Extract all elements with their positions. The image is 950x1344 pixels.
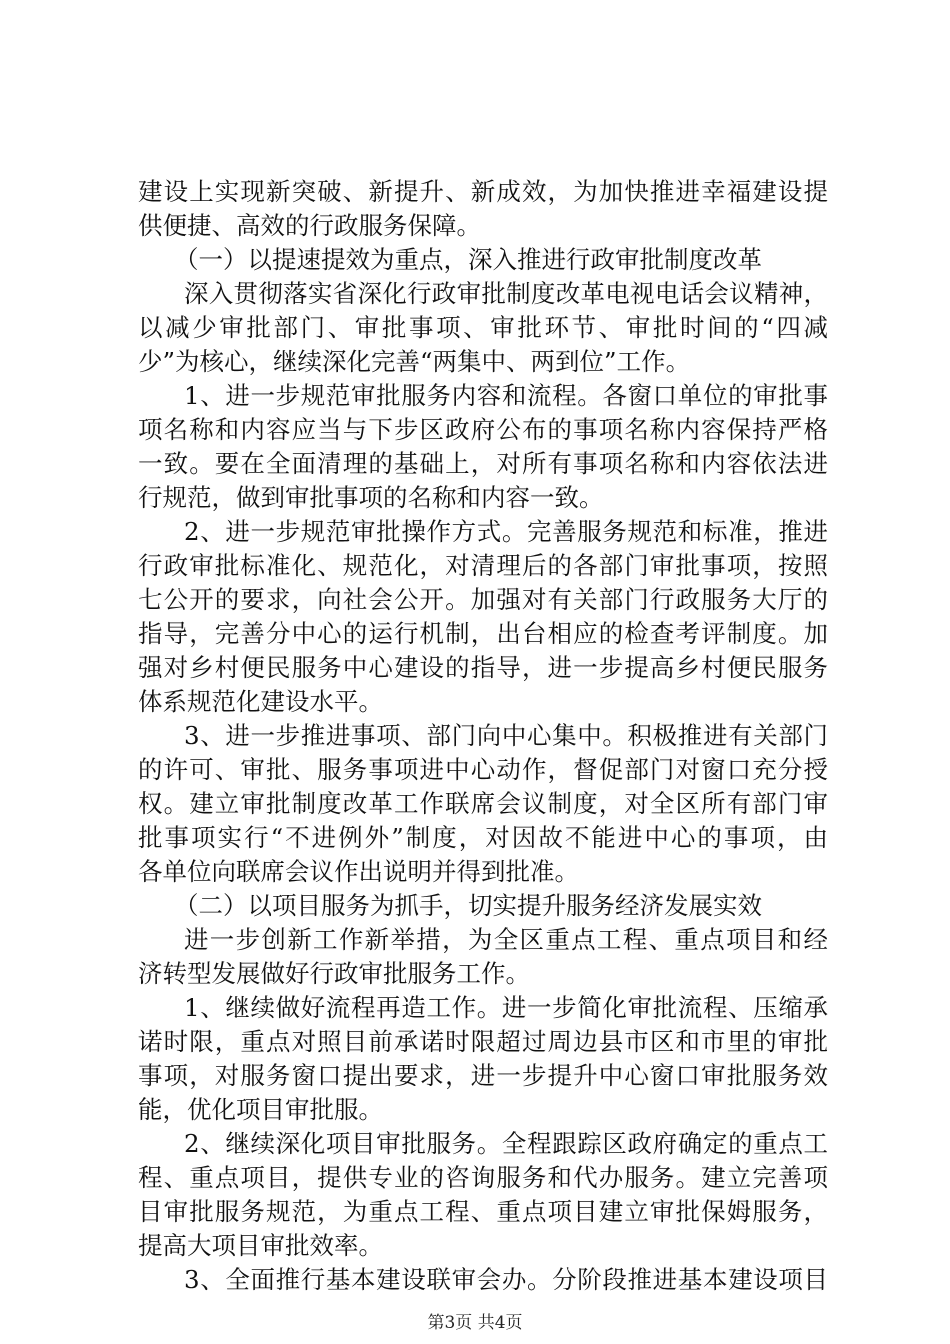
body-line: 项名称和内容应当与下步区政府公布的事项名称内容保持严格 — [138, 415, 828, 444]
page-number: 第3页 共4页 — [427, 1313, 523, 1333]
body-line: 2、进一步规范审批操作方式。完善服务规范和标准，推进 — [184, 517, 828, 546]
body-line: 事项，对服务窗口提出要求，进一步提升中心窗口审批服务效 — [138, 1061, 828, 1090]
body-line: 批事项实行“不进例外”制度，对因故不能进中心的事项，由 — [138, 823, 828, 852]
body-line: 提高大项目审批效率。 — [138, 1231, 383, 1260]
body-line: 深入贯彻落实省深化行政审批制度改革电视电话会议精神， — [184, 279, 828, 308]
body-line: 强对乡村便民服务中心建设的指导，进一步提高乡村便民服务 — [138, 653, 828, 682]
body-line: 建设上实现新突破、新提升、新成效，为加快推进幸福建设提 — [138, 177, 828, 206]
body-line: 的许可、审批、服务事项进中心动作，督促部门对窗口充分授 — [138, 755, 828, 784]
section-heading: （一）以提速提效为重点，深入推进行政审批制度改革 — [174, 245, 762, 274]
body-line: 3、进一步推进事项、部门向中心集中。积极推进有关部门 — [184, 721, 828, 750]
body-line: 指导，完善分中心的运行机制，出台相应的检查考评制度。加 — [138, 619, 828, 648]
section-heading: （二）以项目服务为抓手，切实提升服务经济发展实效 — [174, 891, 762, 920]
body-line: 能，优化项目审批服。 — [138, 1095, 383, 1124]
body-line: 3、全面推行基本建设联审会办。分阶段推进基本建设项目 — [184, 1265, 828, 1294]
body-line: 程、重点项目，提供专业的咨询服务和代办服务。建立完善项 — [138, 1163, 828, 1192]
body-line: 1、进一步规范审批服务内容和流程。各窗口单位的审批事 — [184, 381, 828, 410]
body-line: 七公开的要求，向社会公开。加强对有关部门行政服务大厅的 — [138, 585, 828, 614]
body-line: 权。建立审批制度改革工作联席会议制度，对全区所有部门审 — [138, 789, 828, 818]
body-line: 济转型发展做好行政审批服务工作。 — [138, 959, 530, 988]
body-line: 2、继续深化项目审批服务。全程跟踪区政府确定的重点工 — [184, 1129, 828, 1158]
body-line: 行规范，做到审批事项的名称和内容一致。 — [138, 483, 604, 512]
body-line: 以减少审批部门、审批事项、审批环节、审批时间的“四减 — [138, 313, 828, 342]
body-line: 诺时限，重点对照目前承诺时限超过周边县市区和市里的审批 — [138, 1027, 828, 1056]
body-line: 进一步创新工作新举措，为全区重点工程、重点项目和经 — [184, 925, 828, 954]
body-line: 体系规范化建设水平。 — [138, 687, 383, 716]
body-line: 1、继续做好流程再造工作。进一步简化审批流程、压缩承 — [184, 993, 828, 1022]
body-line: 供便捷、高效的行政服务保障。 — [138, 211, 481, 240]
body-line: 行政审批标准化、规范化，对清理后的各部门审批事项，按照 — [138, 551, 828, 580]
body-line: 目审批服务规范，为重点工程、重点项目建立审批保姆服务， — [138, 1197, 828, 1226]
body-line: 一致。要在全面清理的基础上，对所有事项名称和内容依法进 — [138, 449, 828, 478]
body-line: 少”为核心，继续深化完善“两集中、两到位”工作。 — [138, 347, 691, 376]
body-line: 各单位向联席会议作出说明并得到批准。 — [138, 857, 579, 886]
